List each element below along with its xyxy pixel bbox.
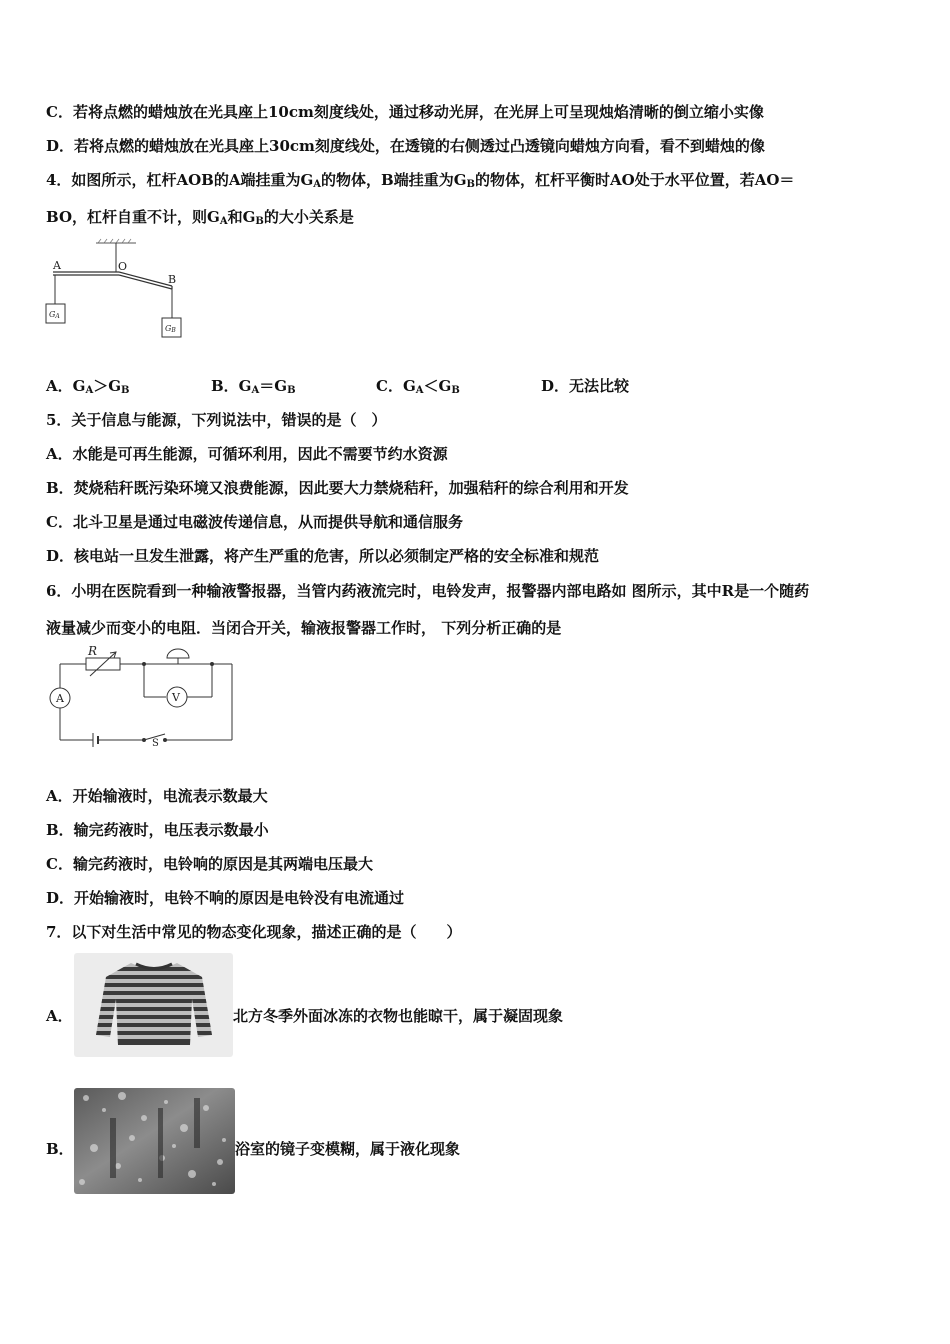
lever-diagram bbox=[44, 236, 194, 346]
q7-option-b-label: B． bbox=[46, 1140, 74, 1158]
q5-option-b: B．焚烧秸秆既污染环境又浪费能源，因此要大力禁烧秸秆，加强秸秆的综合利用和开发 bbox=[46, 479, 629, 497]
q4-option-a: A．$G_A>G_B$ bbox=[46, 377, 130, 396]
lever-label-o: O bbox=[118, 260, 128, 273]
q4-stem-line-1: 4．如图所示，杠杆AOB的A端挂重为$G_A$的物体，B端挂重为$G_B$的物体，杠杆平衡时AO处于水平位置，若AO＝ bbox=[46, 171, 795, 190]
circuit-label-a: A bbox=[56, 692, 64, 705]
circuit-diagram bbox=[44, 644, 244, 748]
lever-label-a: A bbox=[53, 259, 61, 272]
q7-option-a-text: 北方冬季外面冰冻的衣物也能晾干，属于凝固现象 bbox=[233, 1007, 564, 1025]
q6-stem-line-1: 6．小明在医院看到一种输液警报器，当管内药液流完时，电铃发声，报警器内部电路如 图所示，其中R是一个随药 bbox=[46, 582, 810, 600]
q6-option-b: B．输完药液时，电压表示数最小 bbox=[46, 821, 269, 839]
foggy-mirror-photo bbox=[74, 1088, 235, 1194]
q7-option-a-label: A． bbox=[46, 1007, 73, 1025]
q4-option-d: D．无法比较 bbox=[541, 377, 630, 395]
weight-a-label: GA bbox=[49, 310, 60, 320]
q4-option-c: C．$G_A<G_B$ bbox=[376, 377, 460, 396]
q3-option-c: C．若将点燃的蜡烛放在光具座上10cm刻度线处，通过移动光屏，在光屏上可呈现烛焰清晰的倒立缩小实像 bbox=[46, 103, 764, 121]
lever-label-b: B bbox=[168, 273, 177, 286]
q5-option-a: A．水能是可再生能源，可循环利用，因此不需要节约水资源 bbox=[46, 445, 448, 463]
q4-stem-line-2: BO，杠杆自重不计，则$G_A$和$G_B$的大小关系是 bbox=[46, 208, 354, 227]
sweater-photo bbox=[74, 953, 233, 1057]
q7-option-b-text: 浴室的镜子变模糊，属于液化现象 bbox=[235, 1140, 461, 1158]
circuit-label-r: R bbox=[88, 644, 98, 658]
q3-option-d: D．若将点燃的蜡烛放在光具座上30cm刻度线处，在透镜的右侧透过凸透镜向蜡烛方向看，看不到蜡烛的像 bbox=[46, 137, 765, 155]
circuit-label-v: V bbox=[172, 691, 180, 704]
q6-stem-line-2: 液量减少而变小的电阻．当闭合开关，输液报警器工作时， 下列分析正确的是 bbox=[46, 619, 562, 637]
q5-stem: 5．关于信息与能源，下列说法中，错误的是（ ） bbox=[46, 411, 387, 429]
q6-option-a: A．开始输液时，电流表示数最大 bbox=[46, 787, 268, 805]
weight-b-label: GB bbox=[165, 324, 176, 334]
q7-stem: 7．以下对生活中常见的物态变化现象，描述正确的是（ ） bbox=[46, 923, 462, 941]
q6-option-d: D．开始输液时，电铃不响的原因是电铃没有电流通过 bbox=[46, 889, 405, 907]
q6-option-c: C．输完药液时，电铃响的原因是其两端电压最大 bbox=[46, 855, 373, 873]
q4-option-b: B．$G_A=G_B$ bbox=[211, 377, 296, 396]
q5-option-d: D．核电站一旦发生泄露，将产生严重的危害，所以必须制定严格的安全标准和规范 bbox=[46, 547, 600, 565]
q5-option-c: C．北斗卫星是通过电磁波传递信息，从而提供导航和通信服务 bbox=[46, 513, 463, 531]
circuit-label-s: S bbox=[152, 738, 159, 748]
